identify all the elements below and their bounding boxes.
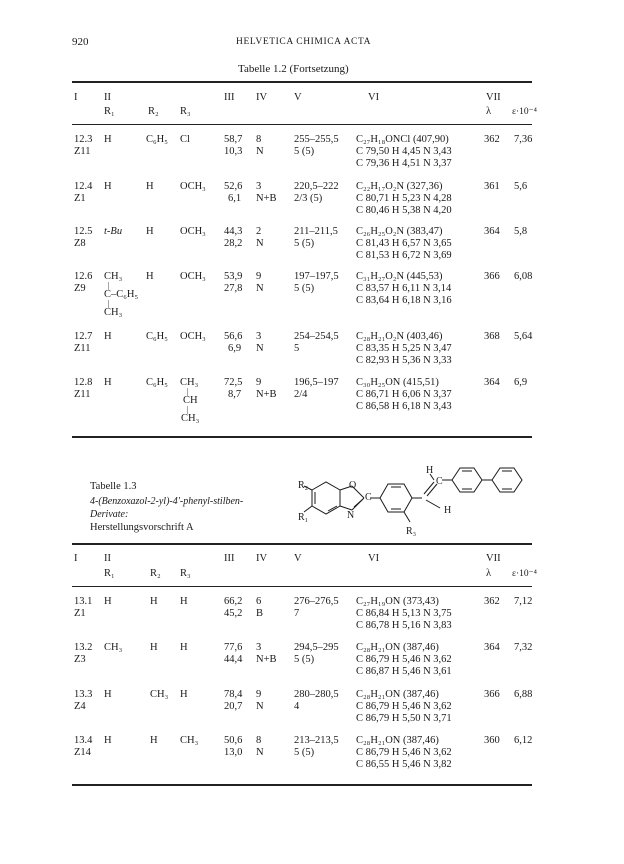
col-iv-value: 9 [256,271,262,282]
col-iii-value: 66,2 [224,596,243,607]
col-iii-value-2: 6,1 [228,193,242,204]
analysis-found: C 86,55 H 5,46 N 3,82 [356,759,452,770]
col-v-value-2: 2/4 [294,389,308,400]
journal-title: HELVETICA CHIMICA ACTA [236,37,372,47]
phenylene-ring-2 [452,468,482,492]
col-iv-value-2: N [256,283,264,294]
col-iii-value: 56,6 [224,331,243,342]
col-vi-header: VI [368,92,380,103]
col-epsilon-header: ε·10⁻⁴ [512,107,537,117]
table13-subtitle-2: Derivate: [90,509,129,520]
benzoxazole-benzene-ring [312,482,340,514]
compound-number: 13.2 [74,642,93,653]
r2-value: CH₃ [150,689,169,700]
compound-number: 12.5 [74,226,93,237]
phenyl-ring [492,468,522,492]
lambda-value: 364 [484,226,500,237]
compound-code: Z11 [74,343,91,354]
col-v-value-2: 5 (5) [294,747,315,758]
col-v-header: V [294,92,302,103]
col-vii-header: VII [486,553,501,564]
col-iii-value-2: 45,2 [224,608,243,619]
analysis-calc: C 86,79 H 5,46 N 3,62 [356,654,452,665]
compound-code: Z8 [74,238,86,249]
col-iv-value: 8 [256,134,262,145]
table13-top-rule [72,543,532,545]
compound-code: Z3 [74,654,86,665]
r1-value: H [104,181,112,192]
phenylene-ring [380,484,412,512]
lambda-value: 364 [484,642,500,653]
compound-number: 12.7 [74,331,93,342]
epsilon-value: 6,88 [514,689,533,700]
table13-subtitle-1: 4-(Benzoxazol-2-yl)-4′-phenyl-stilben- [90,496,244,507]
col-vii-header: VII [486,92,501,103]
col-iv-value-2: N [256,747,264,758]
table12-caption: Tabelle 1.2 (Fortsetzung) [238,63,349,75]
r3-value: OCH₃ [180,331,206,342]
epsilon-value: 7,36 [514,134,533,145]
melting-point: 254–254,5 [294,331,339,342]
col-iii-value-2: 6,9 [228,343,242,354]
r3-bond-2: | [187,405,189,414]
melting-point: 294,5–295 [294,642,339,653]
r3-value: CH₃ [180,377,199,388]
lambda-value: 364 [484,377,500,388]
r2-value: C₆H₅ [146,377,168,388]
col-v-value-2: 2/3 (5) [294,193,323,204]
col-r1-header: R₁ [104,568,115,579]
col-iv-value: 8 [256,735,262,746]
r2-value: H [150,596,158,607]
melting-point: 211–211,5 [294,226,338,237]
table12-top-rule [72,81,532,83]
col-iv-value-2: N+B [256,389,277,400]
r3-value: Cl [180,134,190,145]
compound-number: 13.4 [74,735,93,746]
melting-point: 280–280,5 [294,689,339,700]
melting-point: 220,5–222 [294,181,339,192]
r3-value: H [180,642,188,653]
col-iii-value: 44,3 [224,226,243,237]
compound-number: 13.3 [74,689,93,700]
analysis-calc: C 83,35 H 5,25 N 3,47 [356,343,452,354]
col-iii-header: III [224,553,235,564]
r3-bond: | [187,387,189,396]
col-r3-header: R₃ [180,106,191,117]
compound-code: Z11 [74,389,91,400]
analysis-calc: C 80,71 H 5,23 N 4,28 [356,193,452,204]
melting-point: 255–255,5 [294,134,339,145]
compound-number: 12.8 [74,377,93,388]
col-v-value-2: 5 (5) [294,146,315,157]
col-iii-value-2: 20,7 [224,701,243,712]
r2-value: H [146,226,154,237]
col-iii-value: 77,6 [224,642,243,653]
col-v-header: V [294,553,302,564]
r3-value: CH₃ [180,735,199,746]
formula: C₃₁H₂₇O₂N (445,53) [356,271,443,282]
col-iii-value-2: 8,7 [228,389,242,400]
structure-label-h2: H [444,505,452,516]
col-vi-header: VI [368,553,380,564]
analysis-found: C 86,78 H 5,16 N 3,83 [356,620,452,631]
compound-number: 12.3 [74,134,93,145]
formula: C₂₈H₂₁O₂N (403,46) [356,331,443,342]
analysis-calc: C 86,71 H 6,06 N 3,37 [356,389,452,400]
compound-code: Z14 [74,747,91,758]
melting-point: 197–197,5 [294,271,339,282]
formula: C₂₇H₁₉ON (373,43) [356,596,439,607]
epsilon-value: 5,8 [514,226,528,237]
col-iii-value-2: 44,4 [224,654,243,665]
compound-code: Z11 [74,146,91,157]
col-ii-header: II [104,553,111,564]
col-iv-value-2: N [256,701,264,712]
r1-value: H [104,596,112,607]
col-iii-header: III [224,92,235,103]
structure-label-c: C [365,492,372,503]
col-v-value-2: 4 [294,701,300,712]
col-iv-value: 2 [256,226,262,237]
structure-label-h1: H [426,465,434,476]
analysis-found: C 81,53 H 6,72 N 3,69 [356,250,452,261]
compound-number: 12.6 [74,271,93,282]
r1-value: H [104,134,112,145]
lambda-value: 362 [484,134,500,145]
page-number: 920 [72,36,89,48]
col-iv-value-2: N [256,343,264,354]
r2-value: C₆H₅ [146,134,168,145]
analysis-calc: C 86,84 H 5,13 N 3,75 [356,608,452,619]
col-iv-value: 3 [256,181,262,192]
r2-value: C₆H₅ [146,331,168,342]
analysis-calc: C 83,57 H 6,11 N 3,14 [356,283,452,294]
col-v-value-2: 7 [294,608,300,619]
analysis-calc: C 79,50 H 4,45 N 3,43 [356,146,452,157]
r2-value: H [146,181,154,192]
formula: C₃₀H₂₅ON (415,51) [356,377,439,388]
table13-bottom-rule [72,784,532,786]
col-iii-value-2: 28,2 [224,238,243,249]
r1-value: H [104,735,112,746]
col-iv-header: IV [256,92,268,103]
r2-value: H [150,642,158,653]
r3-value-3: CH₃ [181,413,200,424]
col-iv-header: IV [256,553,268,564]
col-r2-header: R₂ [148,106,159,117]
epsilon-value: 6,12 [514,735,533,746]
analysis-found: C 82,93 H 5,36 N 3,33 [356,355,452,366]
lambda-value: 368 [484,331,500,342]
col-iii-value: 50,6 [224,735,243,746]
r2-value: H [150,735,158,746]
col-ii-header: II [104,92,111,103]
col-v-value-2: 5 [294,343,300,354]
structure-label-n: N [347,510,355,521]
lambda-value: 362 [484,596,500,607]
melting-point: 196,5–197 [294,377,339,388]
col-iii-value: 58,7 [224,134,243,145]
table13-header-rule [72,586,532,587]
col-v-value-2: 5 (5) [294,654,315,665]
analysis-found: C 86,87 H 5,46 N 3,61 [356,666,452,677]
col-iv-value-2: N [256,146,264,157]
r3-value-2: CH [183,395,198,406]
col-v-value-2: 5 (5) [294,238,315,249]
col-iv-value: 3 [256,331,262,342]
r3-value: OCH₃ [180,226,206,237]
col-iii-value-2: 10,3 [224,146,243,157]
structure-label-o: O [349,480,357,491]
table12-bottom-rule [72,436,532,438]
analysis-found: C 80,46 H 5,38 N 4,20 [356,205,452,216]
r1-bond-2: | [108,299,110,308]
col-iv-value-2: N [256,238,264,249]
col-r1-header: R₁ [104,106,115,117]
lambda-value: 366 [484,689,500,700]
table13-caption: Tabelle 1.3 [90,481,137,492]
structure-label-r3: R₃ [406,526,417,537]
col-iv-value: 6 [256,596,262,607]
analysis-calc: C 86,79 H 5,46 N 3,62 [356,701,452,712]
structure-label-r2: R₂ [298,480,309,491]
col-iv-value-2: N+B [256,654,277,665]
formula: C₂₈H₂₁ON (387,46) [356,689,439,700]
analysis-found: C 86,79 H 5,50 N 3,71 [356,713,452,724]
r1-value-3: CH₃ [104,307,123,318]
lambda-value: 361 [484,181,500,192]
analysis-calc: C 86,79 H 5,46 N 3,62 [356,747,452,758]
epsilon-value: 6,08 [514,271,533,282]
col-iii-value: 52,6 [224,181,243,192]
r3-value: OCH₃ [180,271,206,282]
analysis-found: C 79,36 H 4,51 N 3,37 [356,158,452,169]
r1-value: H [104,377,112,388]
epsilon-value: 5,6 [514,181,528,192]
structure-label-c2: C [436,476,443,487]
col-iv-value: 9 [256,689,262,700]
analysis-found: C 83,64 H 6,18 N 3,16 [356,295,452,306]
col-v-value-2: 5 (5) [294,283,315,294]
r3-value: H [180,596,188,607]
formula: C₂₈H₂₁ON (387,46) [356,735,439,746]
structure-label-r1: R₁ [298,512,309,523]
compound-number: 12.4 [74,181,93,192]
formula: C₂₈H₂₁ON (387,46) [356,642,439,653]
col-iv-value: 9 [256,377,262,388]
epsilon-value: 6,9 [514,377,528,388]
r1-value: t-Bu [104,226,123,237]
formula: C₂₆H₂₅O₂N (383,47) [356,226,443,237]
melting-point: 276–276,5 [294,596,339,607]
melting-point: 213–213,5 [294,735,339,746]
col-iii-value: 72,5 [224,377,243,388]
compound-code: Z4 [74,701,86,712]
col-iv-value-2: N+B [256,193,277,204]
analysis-found: C 86,58 H 6,18 N 3,43 [356,401,452,412]
col-r3-header: R₃ [180,568,191,579]
r1-value-2: C–C₆H₅ [104,289,139,300]
epsilon-value: 5,64 [514,331,533,342]
col-lambda-header: λ [486,568,492,579]
col-iv-value-2: B [256,608,264,619]
table13-subtitle-3: Herstellungsvorschrift A [90,522,194,533]
analysis-calc: C 81,43 H 6,57 N 3,65 [356,238,452,249]
r1-bond: | [108,281,110,290]
table12-header-rule [72,124,532,125]
col-lambda-header: λ [486,106,492,117]
formula: C₂₂H₁₇O₂N (327,36) [356,181,443,192]
epsilon-value: 7,32 [514,642,533,653]
col-iv-value: 3 [256,642,262,653]
col-iii-value-2: 27,8 [224,283,243,294]
r1-value: H [104,689,112,700]
col-i-header: I [74,92,78,103]
col-r2-header: R₂ [150,568,161,579]
compound-number: 13.1 [74,596,93,607]
r1-value: CH₃ [104,271,123,282]
lambda-value: 366 [484,271,500,282]
col-iii-value: 78,4 [224,689,243,700]
r1-value: H [104,331,112,342]
epsilon-value: 7,12 [514,596,533,607]
compound-code: Z9 [74,283,86,294]
r3-value: H [180,689,188,700]
compound-code: Z1 [74,608,86,619]
r2-value: H [146,271,154,282]
r1-value: CH₃ [104,642,123,653]
col-iii-value: 53,9 [224,271,243,282]
col-epsilon-header: ε·10⁻⁴ [512,569,537,579]
r3-value: OCH₃ [180,181,206,192]
formula: C₂₇H₁₈ONCl (407,90) [356,134,449,145]
col-iii-value-2: 13,0 [224,747,243,758]
compound-code: Z1 [74,193,86,204]
lambda-value: 360 [484,735,500,746]
col-i-header: I [74,553,78,564]
